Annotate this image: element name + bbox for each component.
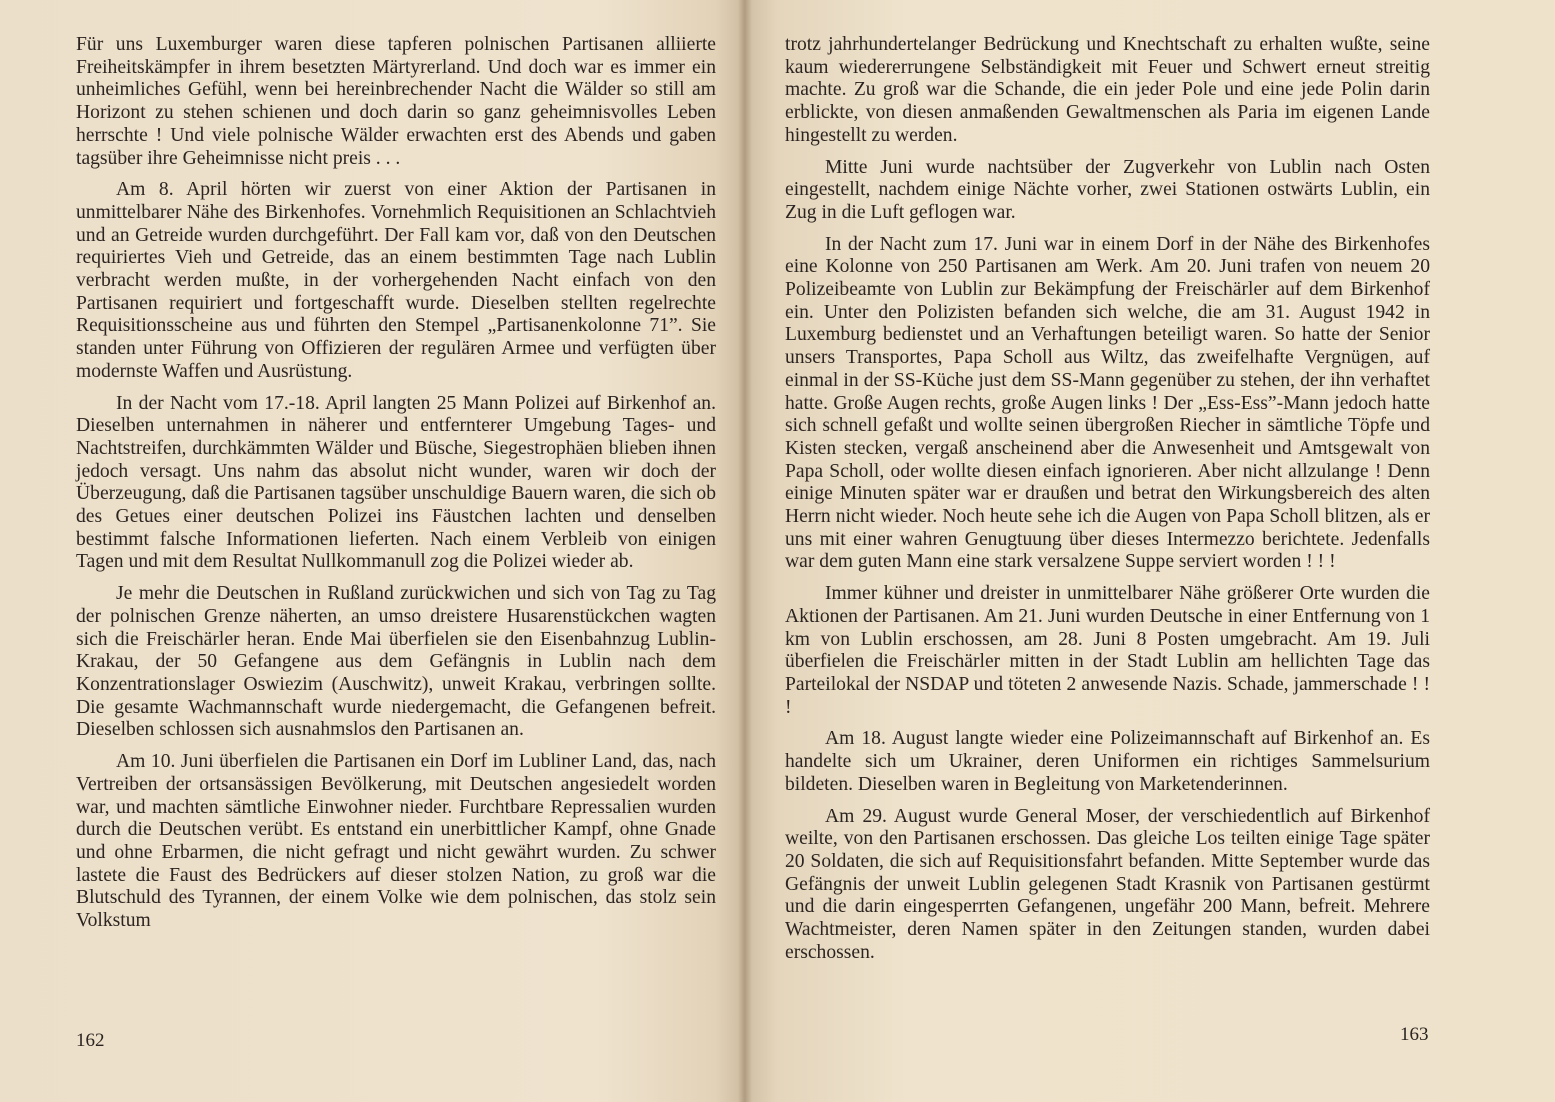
paragraph: trotz jahrhundertelanger Bedrückung und Knechtschaft zu erhalten wußte, seine kaum wiedererrungene Selbständigkeit mit Feuer und Schwert erneut streitig machte. Zu groß war die Schande, die ein jeder Pole und eine jede Polin darin erblickte, von diesen anmaßenden Gewaltmenschen als Paria im eigenen Lande hingestellt zu werden. <box>785 34 1430 146</box>
paragraph: Am 8. April hörten wir zuerst von einer Aktion der Partisanen in unmittelbarer Nähe des Birkenhofes. Vornehmlich Requisitionen an Schlachtvieh und an Getreide wurden durchgeführt. Der Fall kam vor, daß von den Deutschen requiriertes Vieh und Getreide, das an einem bestimmten Tage nach Lublin verbracht werden mußte, in der vorhergehenden Nacht einfach von den Partisanen requiriert und fortgeschafft wurde. Dieselben stellten regelrechte Requisitionsscheine aus und führten den Stempel „Partisanenkolonne 71”. Sie standen unter Führung von Offizieren der regulären Armee und verfügten über modernste Waffen und Ausrüstung. <box>76 179 716 382</box>
left-page-text <box>76 34 716 942</box>
page-number-left: 162 <box>76 1030 105 1051</box>
paragraph: Am 18. August langte wieder eine Polizeimannschaft auf Birkenhof an. Es handelte sich um Ukrainer, deren Uniformen ein richtiges Sammelsurium bildeten. Dieselben waren in Begleitung von Marketenderinnen. <box>785 728 1430 795</box>
paragraph: Je mehr die Deutschen in Rußland zurückwichen und sich von Tag zu Tag der polnischen Grenze näherten, an umso dreistere Husarenstückchen wagten sich die Freischärler heran. Ende Mai überfielen sie den Eisenbahnzug Lublin-Krakau, der 50 Gefangene aus dem Gefängnis in Lublin nach dem Konzentrationslager Oswiezim (Auschwitz), unweit Krakau, verbringen sollte. Die gesamte Wachmannschaft wurde niedergemacht, die Gefangenen befreit. Dieselben schlossen sich ausnahmslos den Partisanen an. <box>76 583 716 741</box>
paragraph: Am 10. Juni überfielen die Partisanen ein Dorf im Lubliner Land, das, nach Vertreiben der ortsansässigen Bevölkerung, mit Deutschen angesiedelt worden war, und machten sämtliche Einwohner nieder. Furchtbare Repressalien wurden durch die Deutschen verübt. Es entstand ein unerbittlicher Kampf, ohne Gnade und ohne Erbarmen, die nicht gefragt und nicht gewährt wurden. Zu schwer lastete die Faust des Bedrückers auf dieser stolzen Nation, zu groß war die Blutschuld des Tyrannen, der einem Volke wie dem polnischen, das stolz sein Volkstum <box>76 751 716 932</box>
paragraph: Mitte Juni wurde nachtsüber der Zugverkehr von Lublin nach Osten eingestellt, nachdem einige Nächte vorher, zwei Stationen ostwärts Lublin, ein Zug in die Luft geflogen war. <box>785 156 1430 223</box>
right-page-text <box>785 34 1430 973</box>
paragraph: Am 29. August wurde General Moser, der verschiedentlich auf Birkenhof weilte, von den Partisanen erschossen. Das gleiche Los teilten einige Tage später 20 Soldaten, die sich auf Requisitionsfahrt befanden. Mitte September wurde das Gefängnis der unweit Lublin gelegenen Stadt Krasnik von Partisanen gestürmt und die darin eingesperrten Gefangenen, ungefähr 200 Mann, befreit. Mehrere Wachtmeister, deren Namen später in den Zeitungen standen, wurden dabei erschossen. <box>785 805 1430 963</box>
left-page <box>0 0 745 1102</box>
paragraph: In der Nacht vom 17.-18. April langten 25 Mann Polizei auf Birkenhof an. Dieselben unternahmen in näherer und entfernterer Umgebung Tages- und Nachtstreifen, durchkämmten Wälder und Büsche, Siegestrophäen blieben ihnen jedoch versagt. Uns nahm das absolut nicht wunder, waren wir doch der Überzeugung, daß die Partisanen tagsüber unschuldige Bauern waren, die sich ob des Getues einer deutschen Polizei ins Fäustchen lachten und denselben bestimmt falsche Informationen lieferten. Nach einem Verbleib von einigen Tagen und mit dem Resultat Nullkommanull zog die Polizei wieder ab. <box>76 392 716 573</box>
page-number-right: 163 <box>1400 1024 1429 1045</box>
paragraph: In der Nacht zum 17. Juni war in einem Dorf in der Nähe des Birkenhofes eine Kolonne von 250 Partisanen am Werk. Am 20. Juni trafen von neuem 20 Polizeibeamte von Lublin zur Bekämpfung der Freischärler auf dem Birkenhof ein. Unter den Polizisten befanden sich welche, die am 31. August 1942 in Luxemburg bedienstet und an Verhaftungen beteiligt waren. So hatte der Senior unsers Transportes, Papa Scholl aus Wiltz, das zweifelhafte Vergnügen, auf einmal in der SS-Küche just dem SS-Mann gegenüber zu stehen, der ihn verhaftet hatte. Große Augen rechts, große Augen links ! Der „Ess-Ess”-Mann jedoch hatte sich schnell gefaßt und wollte seinen übergroßen Riecher in sämtliche Töpfe und Kisten stecken, vergaß anscheinend aber die Anwesenheit und Amtsgewalt von Papa Scholl, oder wollte diesen einfach ignorieren. Aber nicht allzulange ! Denn einige Minuten später war er draußen und betrat den Wirkungsbereich des alten Herrn nicht wieder. Noch heute sehe ich die Augen von Papa Scholl blitzen, als er uns mit einer wahren Genugtuung über dieses Intermezzo berichtete. Jedenfalls war dem guten Mann eine stark versalzene Suppe serviert worden ! ! ! <box>785 233 1430 573</box>
paragraph: Immer kühner und dreister in unmittelbarer Nähe größerer Orte wurden die Aktionen der Partisanen. Am 21. Juni wurden Deutsche in einer Entfernung von 1 km von Lublin erschossen, am 28. Juni 8 Posten umgebracht. Am 19. Juli überfielen die Freischärler mitten in der Stadt Lublin am hellichten Tage das Parteilokal der NSDAP und töteten 2 anwesende Nazis. Schade, jammerschade ! ! ! <box>785 583 1430 718</box>
paragraph: Für uns Luxemburger waren diese tapferen polnischen Partisanen alliierte Freiheitskämpfer in ihrem besetzten Märtyrerland. Und doch war es immer ein unheimliches Gefühl, wenn bei hereinbrechender Nacht die Wälder so still am Horizont zu stehen schienen und doch darin so ganz geheimnisvolles Leben herrschte ! Und viele polnische Wälder erwachten erst des Abends und gaben tagsüber ihre Geheimnisse nicht preis . . . <box>76 34 716 169</box>
book-gutter <box>738 0 752 1102</box>
